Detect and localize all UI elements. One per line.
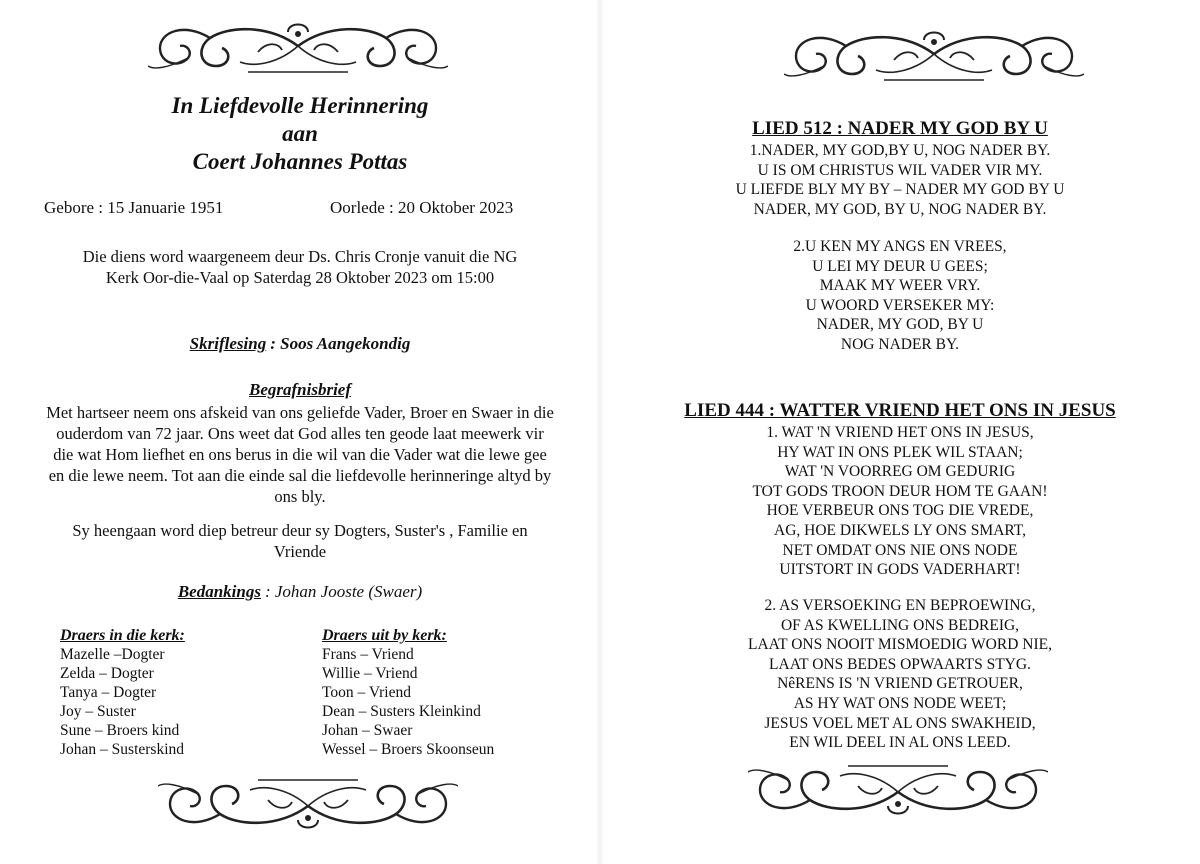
died-value: 20 Oktober 2023 bbox=[397, 198, 514, 217]
service-line-1: Die diens word waargeneem deur Ds. Chris Cronje vanuit die NG bbox=[82, 247, 518, 266]
right-page bbox=[600, 0, 1200, 864]
bearer-church-3: Tanya – Dogter bbox=[60, 684, 157, 701]
title-line-3: Coert Johannes Pottas bbox=[192, 149, 408, 174]
hymn-444-verse-1 bbox=[600, 423, 1200, 580]
hymn-512-verse-1 bbox=[600, 141, 1200, 219]
letter-heading: Begrafnisbrief bbox=[249, 380, 351, 399]
letter-line-2: ouderdom van 72 jaar. Ons weet dat God alles ten geode laat meewerk vir bbox=[56, 424, 544, 443]
memorial-title bbox=[0, 92, 600, 176]
bearer-church-4: Joy – Suster bbox=[60, 703, 136, 720]
bearer-church-2: Zelda – Dogter bbox=[60, 665, 154, 682]
hymn-444-v2-line-2: OF AS KWELLING ONS BEDREIG, bbox=[780, 616, 1020, 634]
bearers-out-heading: Draers uit by kerk: bbox=[322, 627, 447, 644]
hymn-444-v1-line-5: HOE VERBEUR ONS TOG DIE VREDE, bbox=[766, 502, 1034, 520]
hymn-444-v1-line-4: TOT GODS TROON DEUR HOM TE GAAN! bbox=[752, 482, 1048, 500]
bearer-out-6: Wessel – Broers Skoonseun bbox=[322, 741, 495, 758]
hymn-512-v2-line-4: U WOORD VERSEKER MY: bbox=[805, 296, 995, 314]
reading-label: Skriflesing bbox=[189, 334, 267, 353]
hymn-444-v2-line-7: JESUS VOEL MET AL ONS SWAKHEID, bbox=[764, 714, 1036, 732]
hymn-512-v2-line-2: U LEI MY DEUR U GEES; bbox=[812, 257, 988, 275]
bearers-church bbox=[60, 626, 185, 759]
hymn-444-v2-line-4: LAAT ONS BEDES OPWAARTS STYG. bbox=[769, 655, 1031, 673]
ornament-bottom-left bbox=[158, 772, 458, 834]
mourners bbox=[0, 520, 600, 562]
ornament-bottom-right bbox=[748, 758, 1048, 820]
hymn-512-v1-line-3: U LIEFDE BLY MY BY – NADER MY GOD BY U bbox=[735, 181, 1065, 199]
bearer-out-1: Frans – Vriend bbox=[322, 646, 414, 663]
hymn-512-v1-line-4: NADER, MY GOD, BY U, NOG NADER BY. bbox=[753, 200, 1047, 218]
thanks-label: Bedankings bbox=[177, 582, 261, 601]
hymn-444-v1-line-3: WAT 'N VOORREG OM GEDURIG bbox=[784, 463, 1016, 481]
hymn-512-v1-line-1: 1.NADER, MY GOD,BY U, NOG NADER BY. bbox=[749, 142, 1051, 159]
ornament-top-right bbox=[784, 26, 1084, 88]
hymn-444-verse-2 bbox=[600, 596, 1200, 753]
hymn-444-title: LIED 444 : WATTER VRIEND HET ONS IN JESUS bbox=[684, 400, 1116, 421]
death-date bbox=[330, 198, 513, 218]
thanks bbox=[0, 582, 600, 602]
hymn-444-v1-line-6: AG, HOE DIKWELS LY ONS SMART, bbox=[774, 521, 1026, 539]
title-line-1: In Liefdevolle Herinnering bbox=[171, 93, 429, 118]
bearer-out-5: Johan – Swaer bbox=[322, 722, 413, 739]
mourn-line-2: Vriende bbox=[273, 542, 327, 561]
hymn-512-v2-line-1: 2.U KEN MY ANGS EN VREES, bbox=[793, 238, 1007, 255]
bearer-church-1: Mazelle –Dogter bbox=[60, 646, 165, 663]
hymn-444-v1-line-1: 1. WAT 'N VRIEND HET ONS IN JESUS, bbox=[766, 424, 1034, 441]
hymn-444-v1-line-7: NET OMDAT ONS NIE ONS NODE bbox=[782, 541, 1018, 559]
mourn-line-1: Sy heengaan word diep betreur deur sy Dogters, Suster's , Familie en bbox=[72, 521, 528, 540]
title-line-2: aan bbox=[282, 121, 318, 146]
hymn-444-v2-line-3: LAAT ONS NOOIT MISMOEDIG WORD NIE, bbox=[748, 636, 1052, 654]
bearer-out-2: Willie – Vriend bbox=[322, 665, 418, 682]
born-value: 15 Januarie 1951 bbox=[107, 198, 224, 217]
bearers-out bbox=[322, 626, 494, 759]
reading-value: : Soos Aangekondig bbox=[270, 334, 411, 353]
hymn-444-v1-line-8: UITSTORT IN GODS VADERHART! bbox=[779, 561, 1021, 579]
service-line-2: Kerk Oor-die-Vaal op Saterdag 28 Oktober 2023 om 15:00 bbox=[105, 268, 495, 287]
birth-date bbox=[44, 198, 223, 218]
letter-line-4: en die lewe neem. Tot aan die einde sal die liefdevolle herinneringe altyd by bbox=[48, 466, 552, 485]
bearer-out-4: Dean – Susters Kleinkind bbox=[322, 703, 481, 720]
hymn-512-v2-line-3: MAAK MY WEER VRY. bbox=[819, 277, 981, 295]
service-info bbox=[0, 246, 600, 288]
hymn-444-v2-line-6: AS HY WAT ONS NODE WEET; bbox=[793, 694, 1007, 712]
hymn-512-v1-line-2: U IS OM CHRISTUS WIL VADER VIR MY. bbox=[757, 161, 1043, 179]
bearers-church-heading: Draers in die kerk: bbox=[60, 627, 185, 644]
letter-line-3: die wat Hom liefhet en ons berus in die wil van die Vader wat die lewe gee bbox=[53, 445, 547, 464]
ornament-top-left bbox=[148, 18, 448, 80]
died-label: Oorlede : bbox=[330, 198, 394, 217]
letter-line-5: ons bly. bbox=[274, 487, 326, 506]
hymn-512-v2-line-5: NADER, MY GOD, BY U bbox=[816, 316, 984, 334]
letter-line-1: Met hartseer neem ons afskeid van ons geliefde Vader, Broer en Swaer in die bbox=[46, 403, 554, 422]
hymn-444-v1-line-2: HY WAT IN ONS PLEK WIL STAAN; bbox=[777, 443, 1023, 461]
born-label: Gebore : bbox=[44, 198, 104, 217]
hymn-444-v2-line-5: NêRENS IS 'N VRIEND GETROUER, bbox=[777, 675, 1023, 693]
reading bbox=[0, 334, 600, 354]
letter-body bbox=[0, 402, 600, 507]
hymn-512-v2-line-6: NOG NADER BY. bbox=[840, 335, 960, 353]
thanks-value: : Johan Jooste (Swaer) bbox=[264, 582, 423, 601]
hymn-444-v2-line-1: 2. AS VERSOEKING EN BEPROEWING, bbox=[764, 597, 1036, 614]
hymn-512-title: LIED 512 : NADER MY GOD BY U bbox=[752, 118, 1048, 139]
hymn-512-verse-2 bbox=[600, 237, 1200, 355]
bearer-church-6: Johan – Susterskind bbox=[60, 741, 184, 758]
hymn-444-v2-line-8: EN WIL DEEL IN AL ONS LEED. bbox=[789, 734, 1011, 752]
bearer-out-3: Toon – Vriend bbox=[322, 684, 411, 701]
bearer-church-5: Sune – Broers kind bbox=[60, 722, 180, 739]
